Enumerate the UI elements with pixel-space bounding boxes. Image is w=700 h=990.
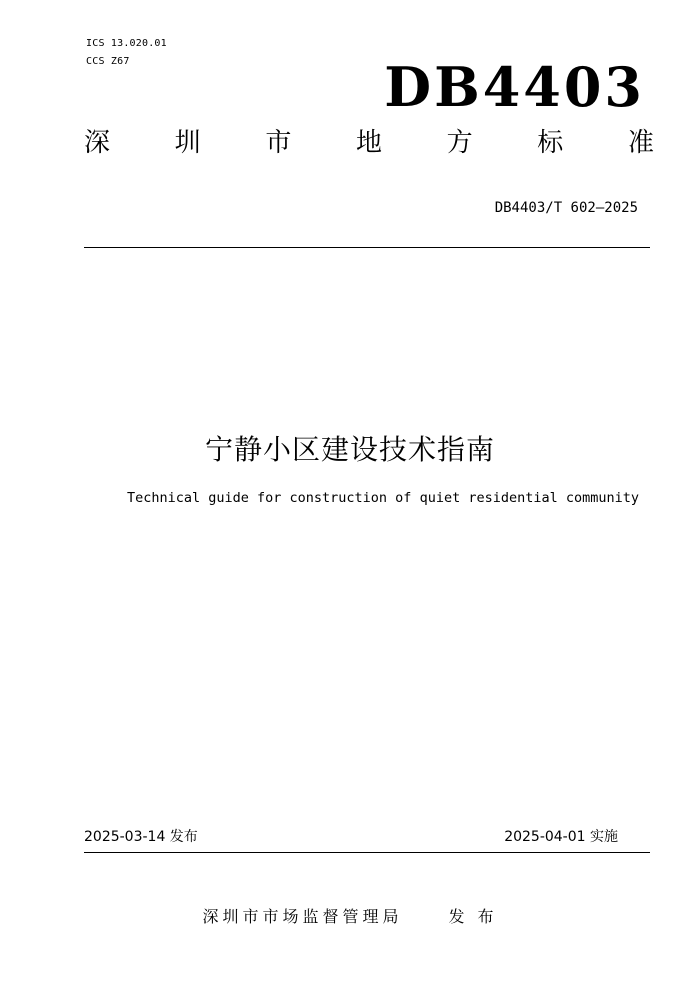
standard-type [84, 130, 654, 156]
standard-type-char: 圳 [174, 128, 201, 158]
implement-date: 2025-04-01 实施 [504, 829, 618, 845]
top-divider [84, 247, 650, 248]
standard-type-char: 深 [84, 128, 111, 158]
standard-number: DB4403/T 602—2025 [494, 200, 638, 216]
standard-type-char: 准 [627, 128, 654, 158]
publish-date: 2025-03-14 发布 [84, 829, 198, 845]
standard-logo: DB4403 [384, 55, 645, 119]
title-chinese: 宁静小区建设技术指南 [204, 433, 495, 466]
bottom-divider [84, 852, 650, 853]
title-english: Technical guide for construction of quiet residential community [126, 490, 640, 506]
issuer-name: 深圳市市场监督管理局 [202, 907, 403, 926]
issue-action: 发 布 [448, 907, 498, 926]
standard-type-char: 市 [265, 128, 292, 158]
ccs-code: CCS Z67 [86, 56, 130, 67]
ics-code: ICS 13.020.01 [86, 38, 167, 49]
standard-type-char: 地 [355, 128, 382, 158]
issuer-line [0, 904, 700, 927]
standard-type-char: 方 [446, 128, 473, 158]
standard-type-char: 标 [537, 128, 564, 158]
